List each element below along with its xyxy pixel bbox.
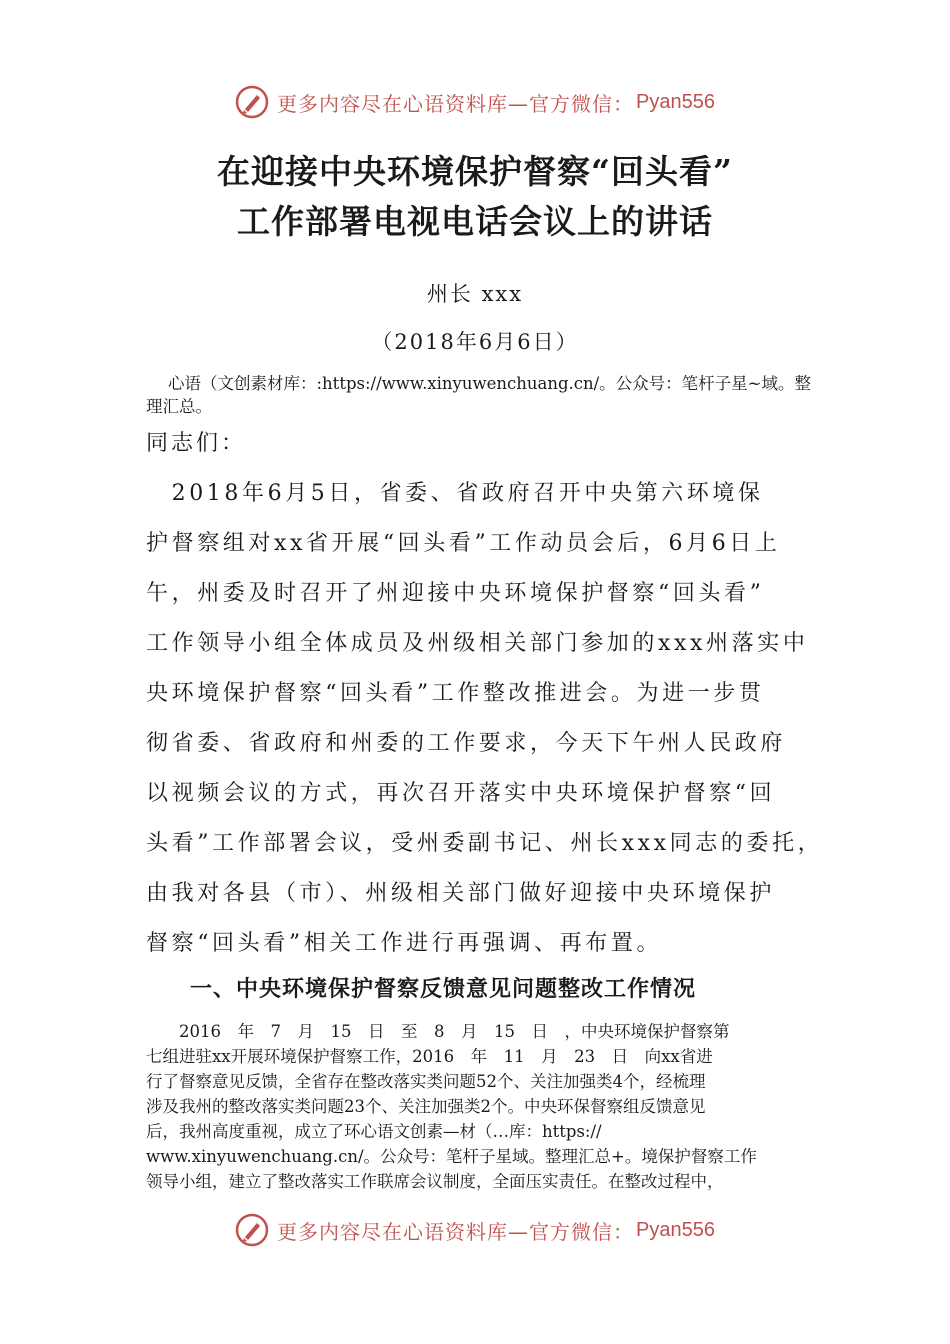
section-line: 七组进驻xx开展环境保护督察工作，2016 年 11 月 23 日 向xx省进 bbox=[146, 1047, 713, 1066]
body-line: 督察“回头看”相关工作进行再强调、再布置。 bbox=[146, 931, 663, 956]
body-line: 工作领导小组全体成员及州级相关部门参加的xxx州落实中 bbox=[146, 631, 809, 656]
body-line: 护督察组对xx省开展“回头看”工作动员会后，6月6日上 bbox=[146, 531, 781, 556]
banner-wechat-id: Pyan556 bbox=[636, 1218, 715, 1241]
section-heading: 一、中央环境保护督察反馈意见问题整改工作情况 bbox=[190, 977, 697, 1002]
banner-wechat-id: Pyan556 bbox=[636, 90, 715, 113]
greeting: 同志们： bbox=[146, 431, 247, 456]
pen-logo-icon bbox=[235, 1213, 269, 1247]
section-line: 涉及我州的整改落实类问题23个、关注加强类2个。中央环保督察组反馈意见 bbox=[146, 1097, 706, 1116]
date: （2018年6月6日） bbox=[371, 330, 579, 354]
banner-text: 更多内容尽在心语资料库—官方微信： bbox=[277, 91, 635, 116]
body-line: 头看”工作部署会议，受州委副书记、州长xxx同志的委托， bbox=[146, 831, 824, 856]
body-line: 由我对各县（市）、州级相关部门做好迎接中央环境保护 bbox=[146, 881, 776, 906]
body-line: 彻省委、省政府和州委的工作要求，今天下午州人民政府 bbox=[146, 731, 787, 756]
body-line: 以视频会议的方式，再次召开落实中央环境保护督察“回 bbox=[146, 781, 776, 806]
body-line: 午，州委及时召开了州迎接中央环境保护督察“回头看” bbox=[146, 581, 765, 606]
document-title-line-2: 工作部署电视电话会议上的讲话 bbox=[237, 202, 713, 241]
section-line: 2016 年 7 月 15 日 至 8 月 15 日 ，中央环境保护督察第 bbox=[146, 1022, 730, 1041]
author: 州长 xxx bbox=[426, 282, 524, 306]
body-line: 2018年6月5日，省委、省政府召开中央第六环境保 bbox=[146, 481, 764, 506]
section-line: www.xinyuwenchuang.cn/。公众号：笔杆子星域。整理汇总+。境保护督察工作 bbox=[146, 1147, 757, 1166]
section-line: 领导小组，建立了整改落实工作联席会议制度，全面压实责任。在整改过程中， bbox=[146, 1172, 724, 1191]
source-note: 心语（文创素材库：:https://www.xinyuwenchuang.cn/。公众号：笔杆子星~域。整理汇总。 bbox=[146, 374, 812, 416]
header-banner bbox=[0, 80, 950, 124]
banner-text: 更多内容尽在心语资料库—官方微信： bbox=[277, 1219, 635, 1244]
pen-logo-icon bbox=[235, 85, 269, 119]
body-line: 央环境保护督察“回头看”工作整改推进会。为进一步贯 bbox=[146, 681, 765, 706]
footer-banner bbox=[0, 1208, 950, 1252]
document-title-line-1: 在迎接中央环境保护督察“回头看” bbox=[217, 152, 733, 191]
section-line: 后，我州高度重视，成立了环心语文创素—材（…库：https:// bbox=[146, 1122, 602, 1141]
section-line: 行了督察意见反馈，全省存在整改落实类问题52个、关注加强类4个，经梳理 bbox=[146, 1072, 706, 1091]
